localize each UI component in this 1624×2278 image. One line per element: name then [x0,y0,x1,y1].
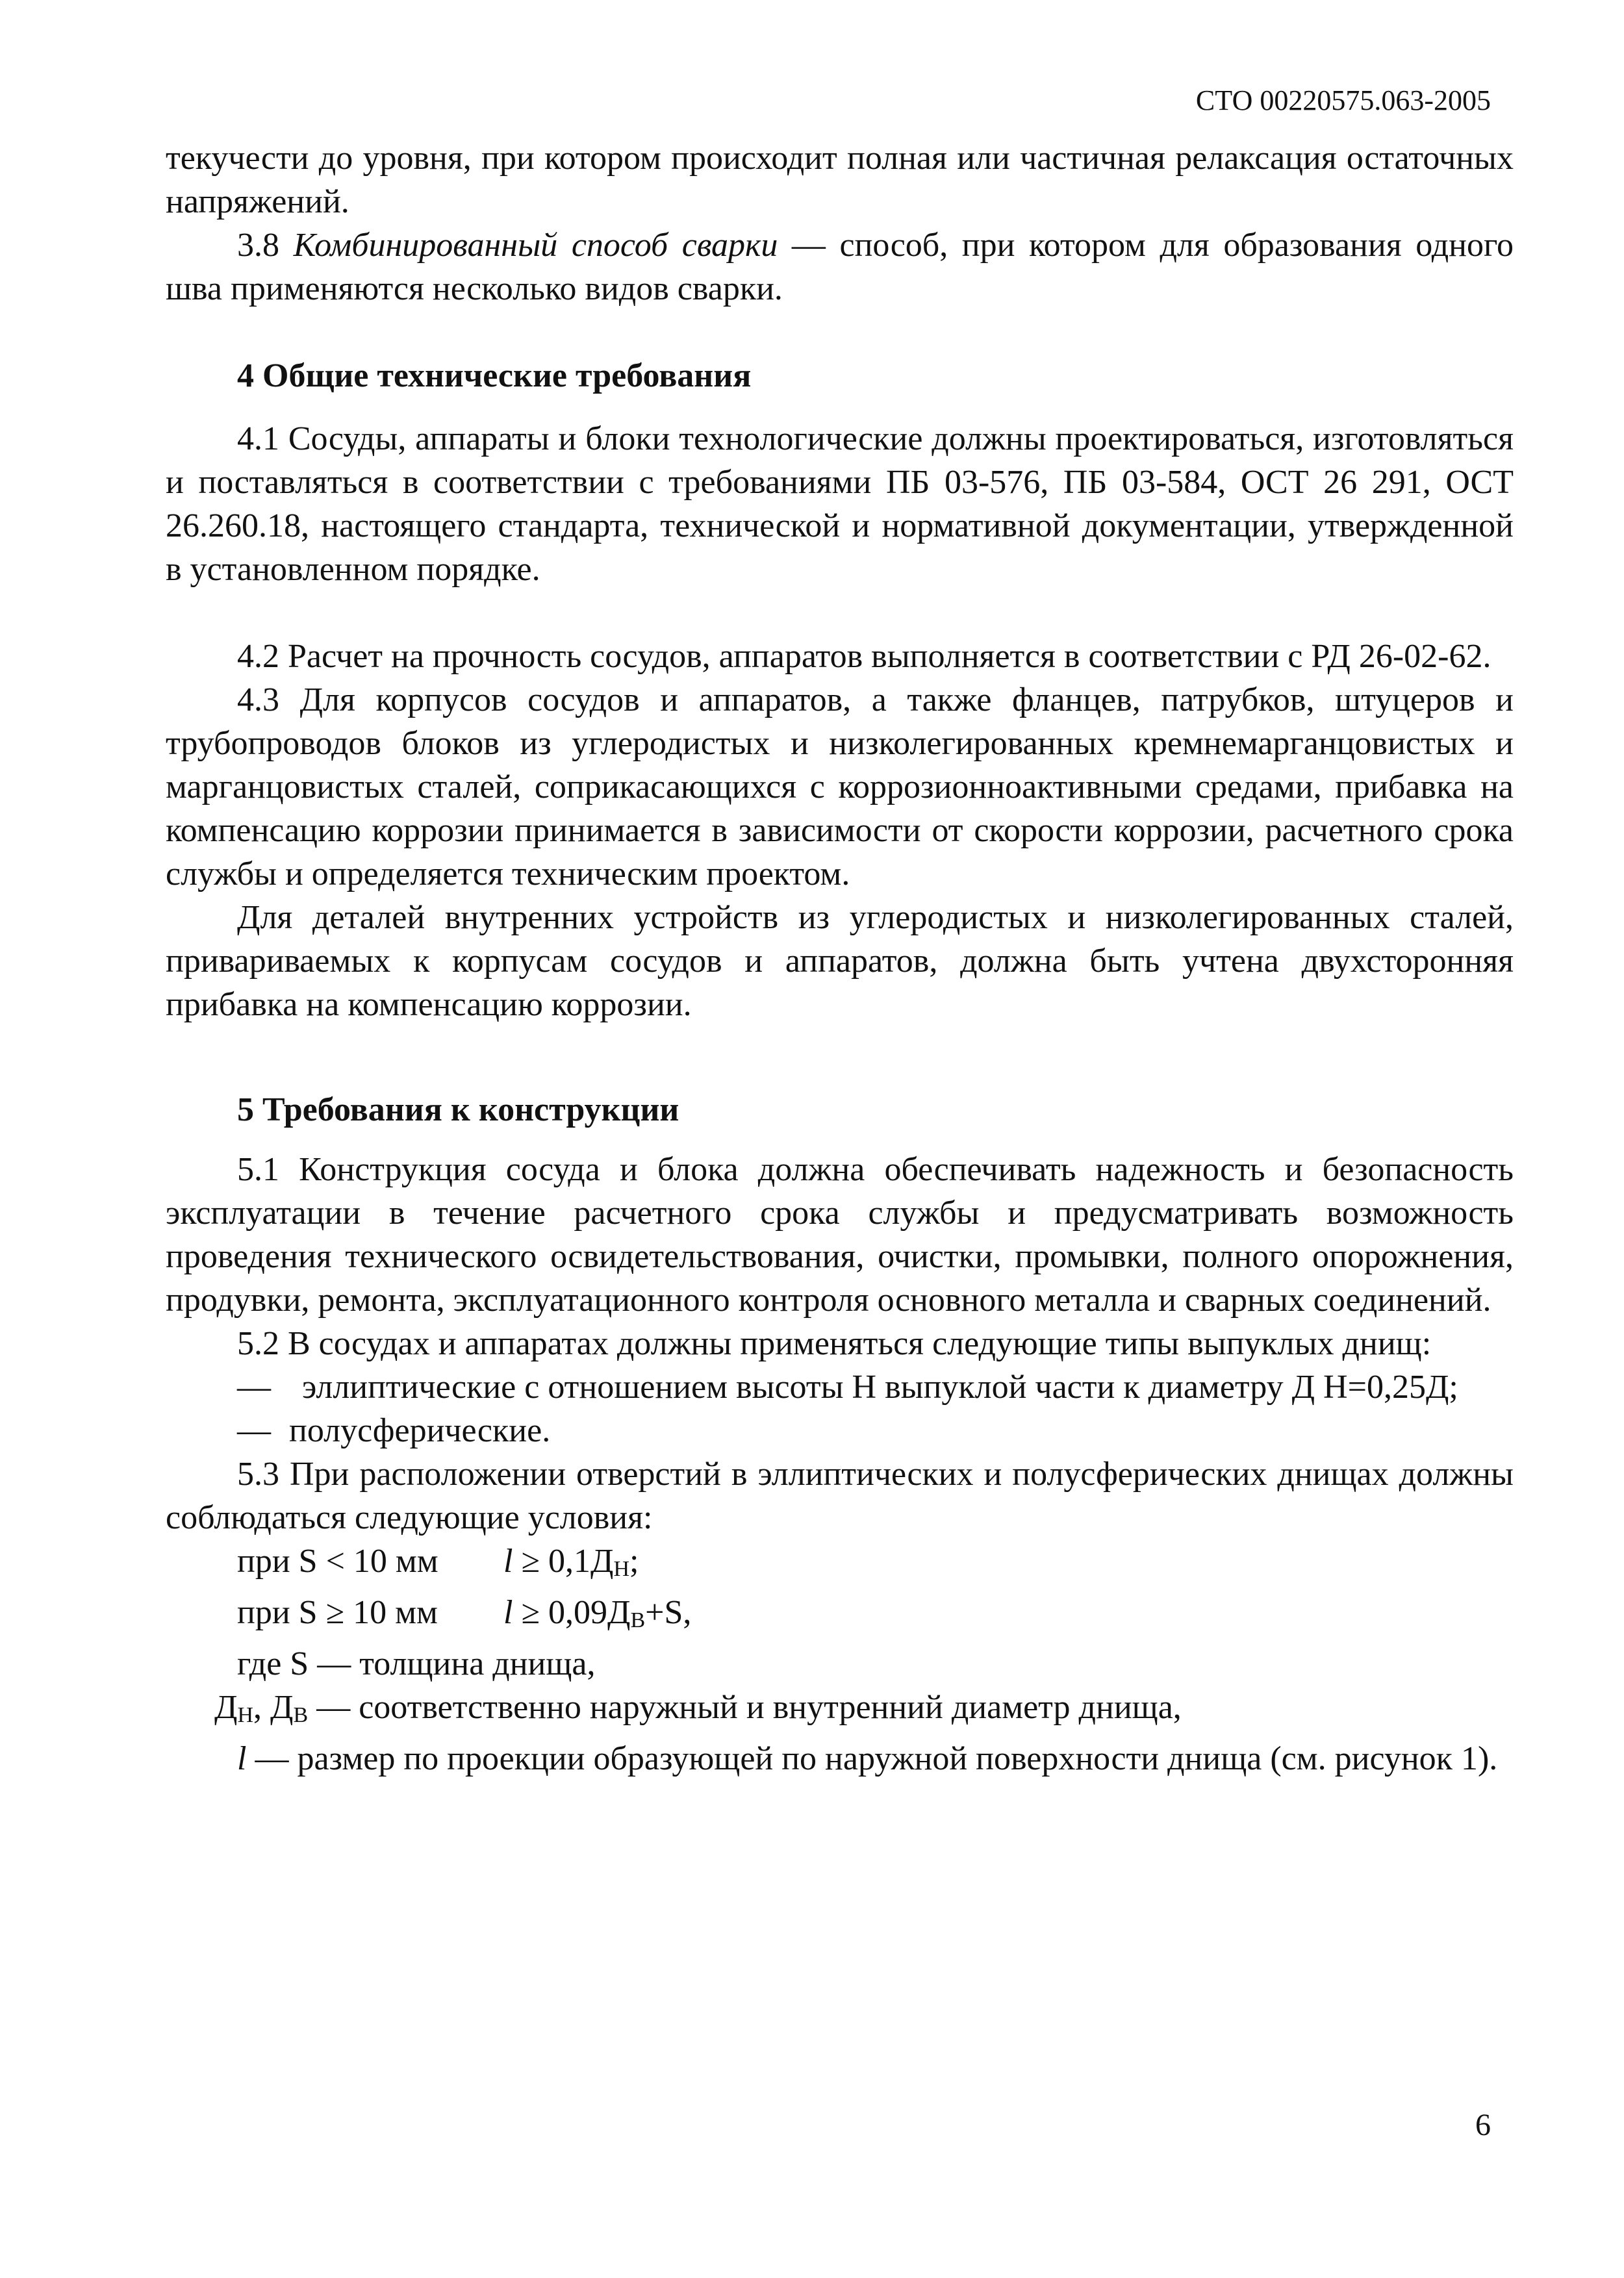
spacer [166,1132,1514,1148]
variable-l: l [237,1740,247,1777]
formula-part: ≥ 0,1Д [513,1543,614,1580]
section-4-heading: 4 Общие технические требования [237,357,752,394]
page-number: 6 [1475,2108,1491,2142]
definition-diameters [166,1686,1514,1737]
defined-term: Комбинированный способ сварки [293,227,778,264]
formula-condition: при S ≥ 10 мм [237,1594,438,1631]
spacer [166,398,1514,417]
list-item-text: эллиптические с отношением высоты Н выпуклой части к диаметру Д Н=0,25Д; [302,1369,1458,1406]
dash-bullet: — [237,1412,271,1449]
paragraph-4-3b: Для деталей внутренних устройств из углеродистых и низколегированных сталей, привариваемых к корпусам сосудов и аппаратов, должна быть учтена двухсторонняя прибавка на компенсацию коррозии. [166,899,1514,1023]
formula-part: ; [629,1543,639,1580]
subscript: В [630,1608,646,1632]
paragraph-4-3: 4.3 Для корпусов сосудов и аппаратов, а также фланцев, патрубков, штуцеров и трубопроводов блоков из углеродистых и низколегированных кремнемарганцовистых и марганцовистых сталей, соприкасающихся с коррозионноактивными средами, прибавка на компенсацию коррозии принимается в зависимости от скорости коррозии, расчетного срока службы и определяется техническим проектом. [166,681,1514,892]
paragraph-5-1: 5.1 Конструкция сосуда и блока должна обеспечивать надежность и безопасность эксплуатации в течение расчетного срока службы и предусматривать возможность проведения технического освидетельствования, очистки, промывки, полного опорожнения, продувки, ремонта, эксплуатационного контроля основного металла и сварных соединений. [166,1151,1514,1319]
variable-l: l [503,1543,513,1580]
formula-row [166,1539,1514,1591]
dash-bullet: — [237,1369,271,1406]
page-content [166,136,1514,1780]
paragraph-5-2: 5.2 В сосудах и аппаратах должны применяться следующие типы выпуклых днищ: [237,1325,1432,1362]
paragraph-5-3: 5.3 При расположении отверстий в эллиптических и полусферических днищах должны соблюдаться следующие условия: [166,1456,1514,1536]
document-code: СТО 00220575.063-2005 [1195,84,1491,116]
subscript: Н [237,1703,254,1727]
formula-part: — соответственно наружный и внутренний диаметр днища, [308,1689,1182,1726]
list-item [166,1365,1514,1409]
formula-part: , Д [253,1689,294,1726]
formula-part: — размер по проекции образующей по наружной поверхности днища (см. рисунок 1). [246,1740,1498,1777]
spacer [166,591,1514,635]
formula-condition: при S < 10 мм [237,1543,438,1580]
paragraph-3-8 [166,223,1514,310]
paragraph-4-2: 4.2 Расчет на прочность сосудов, аппаратов выполняется в соответствии с РД 26-02-62. [237,638,1491,675]
formula-part: +S, [645,1594,692,1631]
definition-text: — способ, при котором для образования одного шва применяются несколько видов сварки. [166,227,1514,307]
formula-part: ≥ 0,09Д [513,1594,631,1631]
spacer [166,1026,1514,1088]
paragraph-continuation: текучести до уровня, при котором происходит полная или частичная релаксация остаточных напряжений. [166,140,1514,220]
definition-l [166,1737,1514,1780]
subscript: В [293,1703,309,1727]
formula-row [166,1591,1514,1642]
list-item [166,1409,1514,1452]
definition-s: где S — толщина днища, [237,1645,596,1682]
subscript: Н [613,1557,630,1581]
paragraph-4-1: 4.1 Сосуды, аппараты и блоки технологические должны проектироваться, изготовляться и поставляться в соответствии с требованиями ПБ 03-576, ПБ 03-584, ОСТ 26 291, ОСТ 26.260.18, настоящего стандарта, технической и нормативной документации, утвержденной в установленном порядке. [166,420,1514,588]
formula-part: Д [214,1689,238,1726]
formula-expression [503,1539,639,1591]
section-5-heading: 5 Требования к конструкции [237,1091,679,1128]
list-item-text: полусферические. [289,1412,551,1449]
spacer [166,310,1514,354]
variable-l: l [503,1594,513,1631]
formula-expression [503,1591,691,1642]
paragraph-number: 3.8 [237,227,279,264]
